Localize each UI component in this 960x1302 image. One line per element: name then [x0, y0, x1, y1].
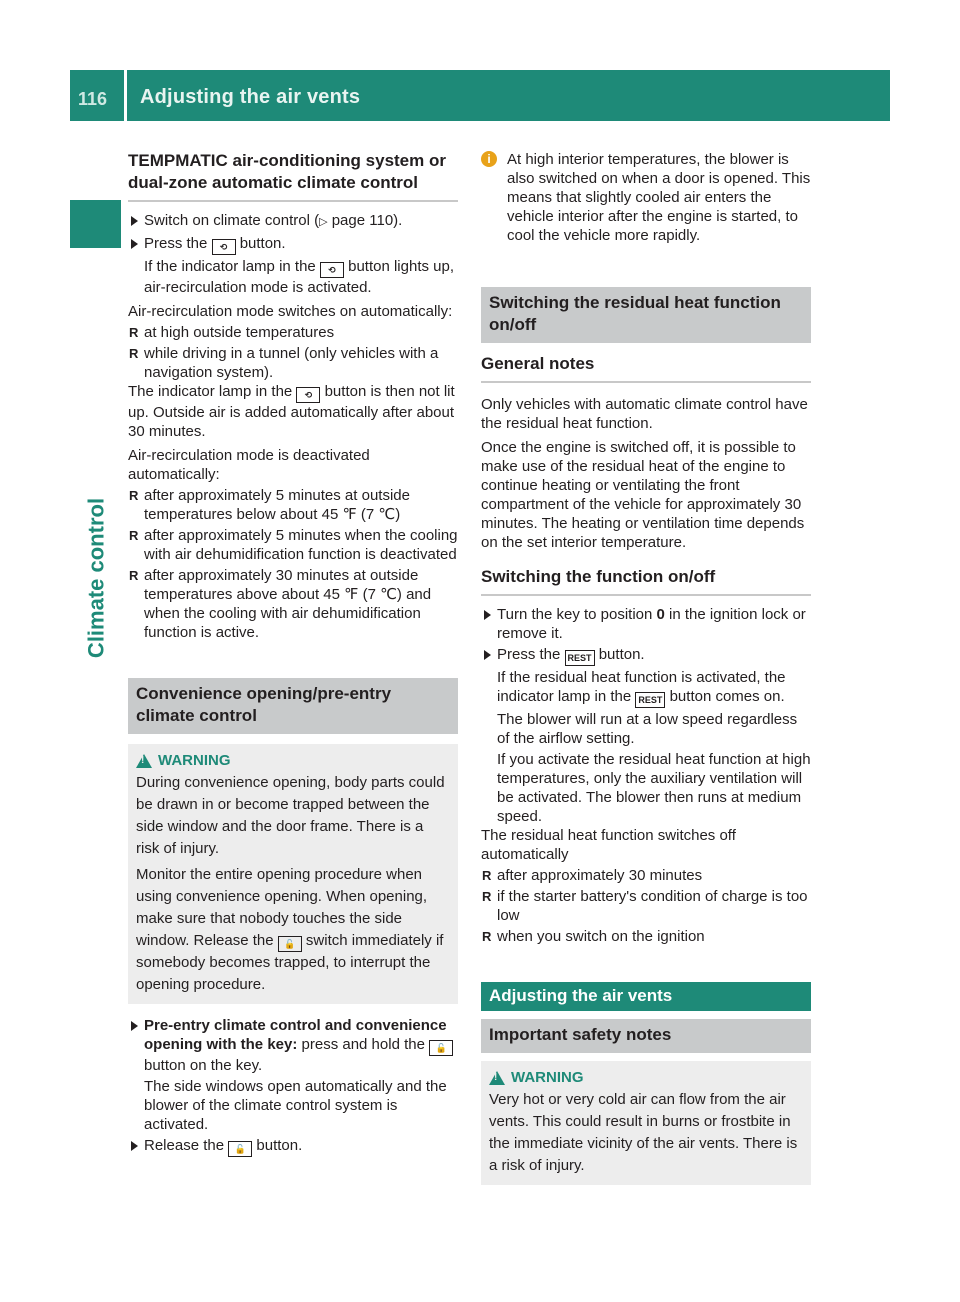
- unlock-icon: 🔓: [429, 1040, 453, 1056]
- warning-text: During convenience opening, body parts could be drawn in or become trapped between the side window and the door frame. There is a risk of injury.: [136, 774, 445, 857]
- list-item: R after approximately 5 minutes at outside temperatures below about 45 ℉ (7 ℃): [128, 486, 458, 524]
- step-press-recirc: [128, 234, 458, 255]
- warning-title: [489, 1067, 803, 1089]
- chapter-label: [70, 478, 121, 678]
- step-text: button lights up, air-recirculation mode is activated.: [144, 258, 455, 296]
- step-bold: 0: [656, 606, 665, 623]
- page-header: [70, 70, 890, 121]
- info-note: [481, 150, 811, 245]
- step-press-rest: [481, 645, 811, 666]
- list-item: R after approximately 30 minutes at outside temperatures above about 45 ℉ (7 ℃) and when the cooling with air dehumidification function is active.: [128, 566, 458, 642]
- warning-title: [136, 750, 450, 772]
- list-item: R after approximately 30 minutes: [481, 866, 811, 885]
- rest-button-icon: REST: [565, 650, 595, 666]
- step-result: [481, 668, 811, 708]
- step-bold: Pre-entry climate control and convenience opening with the key:: [144, 1017, 447, 1053]
- step-text: Release the: [144, 1137, 229, 1154]
- left-column: [128, 150, 458, 1157]
- step-text: button on the key.: [144, 1057, 263, 1074]
- para-text: switch immediately if somebody becomes trapped, to interrupt the opening procedure.: [136, 932, 444, 993]
- chapter-tab: [70, 200, 121, 248]
- step-text: Press the: [144, 235, 212, 252]
- list-item: R when you switch on the ignition: [481, 927, 811, 946]
- step-switch-on: [128, 211, 458, 232]
- list-item: R after approximately 5 minutes when the cooling with air dehumidification function is deactivated: [128, 526, 458, 564]
- auto-off-intro: Air-recirculation mode is deactivated automatically:: [128, 447, 370, 483]
- lamp-off-note: [128, 382, 458, 441]
- recirc-steps: [128, 211, 458, 297]
- unlock-icon: 🔓: [278, 936, 302, 952]
- general-p2: Once the engine is switched off, it is possible to make use of the residual heat of the engine to continue heating or ventilating the front compartment of the vehicle for approximately 30 minutes. The heating or ventilation time depends on the set interior temperature.: [481, 439, 805, 551]
- step-text: If the residual heat function is activated, the indicator lamp in the: [497, 669, 786, 705]
- chapter-label-text: Climate control: [83, 497, 108, 659]
- step-pre-entry: [128, 1016, 458, 1075]
- warning-box-convenience: [128, 744, 458, 1004]
- step-result: The blower will run at a low speed regardless of the airflow setting.: [497, 711, 798, 747]
- step-text: button.: [252, 1137, 303, 1154]
- warning-text: Very hot or very cold air can flow from the air vents. This could result in burns or frostbite in the immediate vicinity of the air vents. There is a risk of injury.: [489, 1091, 798, 1174]
- warning-text: [136, 864, 450, 996]
- step-result: If you activate the residual heat function at high temperatures, only the auxiliary ventilation will be activated. The blower then runs at medium speed.: [497, 751, 811, 825]
- section-title-air-vents: Adjusting the air vents: [481, 982, 811, 1011]
- warning-label: WARNING: [511, 1069, 584, 1086]
- section-title-convenience: Convenience opening/pre-entry climate control: [128, 678, 458, 734]
- page-number: 116: [78, 89, 108, 109]
- section-title-general-notes: General notes: [481, 353, 811, 383]
- warning-triangle-icon: [136, 754, 152, 768]
- section-title-safety: Important safety notes: [481, 1019, 811, 1053]
- para-text: The indicator lamp in the: [128, 383, 297, 400]
- list-item: R while driving in a tunnel (only vehicles with a navigation system).: [128, 344, 458, 382]
- list-item: R at high outside temperatures: [128, 323, 458, 342]
- header-divider: [124, 70, 127, 121]
- para-text: Monitor the entire opening procedure when using convenience opening. When opening, make sure that nobody touches the side window. Release the: [136, 866, 428, 949]
- recirculation-icon: ⟲: [296, 387, 320, 403]
- info-text: At high interior temperatures, the blower is also switched on when a door is opened. This means that slightly cooled air enters the vehicle interior after the engine is started, to cool the vehicle more rapidly.: [507, 151, 811, 244]
- auto-on-intro: Air-recirculation mode switches on automatically:: [128, 303, 453, 320]
- step-text: in the ignition lock or remove it.: [497, 606, 806, 642]
- section-title-switching: Switching the function on/off: [481, 566, 811, 596]
- recirculation-icon: ⟲: [212, 239, 236, 255]
- step-result: [128, 257, 458, 297]
- warning-box-air-vents: [481, 1061, 811, 1185]
- section-title-residual: Switching the residual heat function on/off: [481, 287, 811, 343]
- section-title-tempmatic: TEMPMATIC air-conditioning system or dual-zone automatic climate control: [128, 150, 458, 202]
- general-p1: Only vehicles with automatic climate control have the residual heat function.: [481, 396, 808, 432]
- step-text: button.: [594, 646, 645, 663]
- para-text: button is then not lit up. Outside air is added automatically after about 30 minutes.: [128, 383, 455, 440]
- residual-steps: [481, 605, 811, 826]
- right-column: [481, 150, 811, 1185]
- step-text: button comes on.: [665, 688, 785, 705]
- recirculation-icon: ⟲: [320, 262, 344, 278]
- step-release: [128, 1136, 458, 1157]
- rest-button-icon: REST: [635, 692, 665, 708]
- page-ref-arrow-icon: ▷: [319, 216, 328, 228]
- residual-auto-off-intro: The residual heat function switches off automatically: [481, 827, 736, 863]
- step-text: page 110).: [327, 212, 403, 229]
- step-text: button.: [235, 235, 286, 252]
- warning-triangle-icon: [489, 1071, 505, 1085]
- unlock-icon: 🔓: [228, 1141, 252, 1157]
- warning-label: WARNING: [158, 752, 231, 769]
- step-text: press and hold the: [297, 1036, 430, 1053]
- step-text: If the indicator lamp in the: [144, 258, 320, 275]
- info-icon: i: [481, 151, 497, 167]
- step-result: The side windows open automatically and the blower of the climate control system is activated.: [144, 1078, 447, 1133]
- header-title: Adjusting the air vents: [140, 86, 361, 108]
- step-turn-key: [481, 605, 811, 643]
- step-text: Switch on climate control (: [144, 212, 320, 229]
- step-text: Turn the key to position: [497, 606, 657, 623]
- list-item: R if the starter battery's condition of charge is too low: [481, 887, 811, 925]
- step-text: Press the: [497, 646, 565, 663]
